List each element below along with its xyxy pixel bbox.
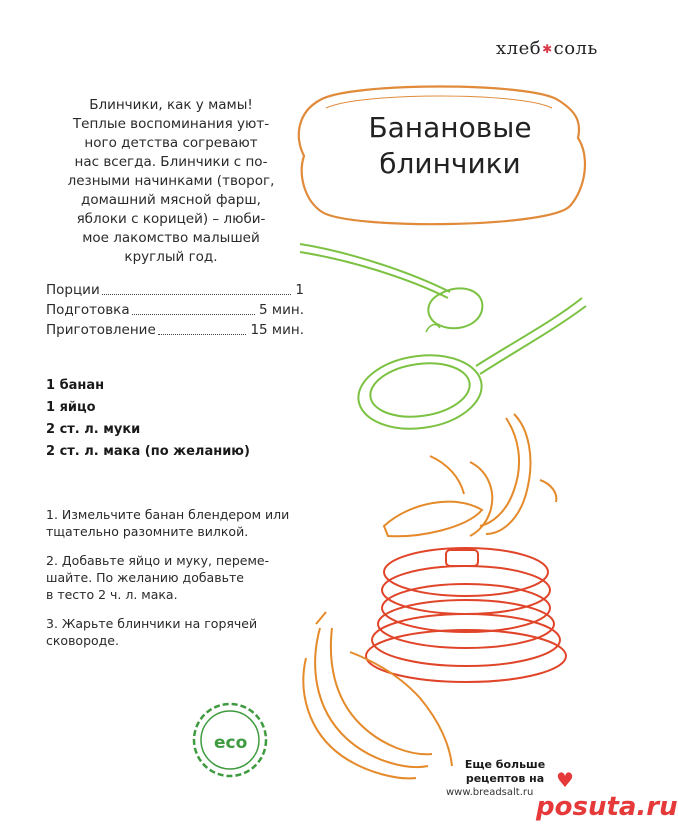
intro-line: Теплые воспоминания уют- [72,116,270,132]
frying-pan-icon [354,298,586,436]
cook-value: 15 мин. [250,322,304,338]
ingredient-item: 1 яйцо [46,400,96,415]
servings-value: 1 [295,282,304,298]
site-link[interactable]: www.breadsalt.ru [446,787,534,798]
pancake-stack-icon [366,548,566,682]
step-1 [46,506,308,540]
cook-row [46,320,304,340]
prep-row [46,300,304,320]
cooking-illustration-icon [290,232,590,792]
intro-line: лезными начинками (творог, [67,173,275,189]
watermark-text: posuta.ru [536,792,678,822]
brand-right: соль [553,38,598,59]
brand-separator-icon: ✱ [542,42,553,56]
intro-line: круглый год. [124,249,218,265]
steps-list [46,506,308,661]
heart-icon: ♥ [556,768,574,792]
servings-row [46,280,304,300]
step-line: 2. Добавьте яйцо и муку, переме- [46,553,270,568]
leader-dots [158,320,247,335]
ingredient-item: 2 ст. л. муки [46,422,141,437]
leader-dots [132,300,255,315]
leader-dots [102,280,292,295]
recipe-meta [46,280,304,340]
eco-badge-label: eco [214,733,248,753]
title-line-2: блинчики [379,147,521,180]
cook-label: Приготовление [46,322,156,338]
ingredients-list [46,375,316,463]
brand-left: хлеб [496,38,542,59]
banana-bunch-icon [303,612,452,778]
step-line: 1. Измельчите банан блендером или [46,507,290,522]
step-line: шайте. По желанию добавьте [46,570,244,585]
more-line-2: рецептов на [465,772,545,785]
ingredient-item: 2 ст. л. мака (по желанию) [46,444,250,459]
banana-icon [384,414,556,536]
step-2 [46,552,308,603]
intro-line: домашний мясной фарш, [81,192,261,208]
servings-label: Порции [46,282,100,298]
prep-value: 5 мин. [259,302,304,318]
intro-line: Блинчики, как у мамы! [89,97,253,113]
step-3 [46,615,308,649]
step-line: тщательно разомните вилкой. [46,524,249,539]
intro-text [46,96,296,267]
intro-line: ного детства согревают [84,135,258,151]
intro-line: нас всегда. Блинчики с по- [74,154,268,170]
step-line: 3. Жарьте блинчики на горячей [46,616,258,631]
intro-line: мое лакомство малышей [82,230,260,246]
more-line-1: Еще больше [464,758,546,771]
prep-label: Подготовка [46,302,130,318]
intro-line: яблоки с корицей) – люби- [76,211,266,227]
page-title [330,110,570,182]
brand-logo [496,38,598,59]
ingredient-item: 1 банан [46,378,105,393]
title-line-1: Банановые [368,111,532,144]
ladle-icon [300,244,482,328]
step-line: в тесто 2 ч. л. мака. [46,587,178,602]
step-line: сковороде. [46,633,119,648]
